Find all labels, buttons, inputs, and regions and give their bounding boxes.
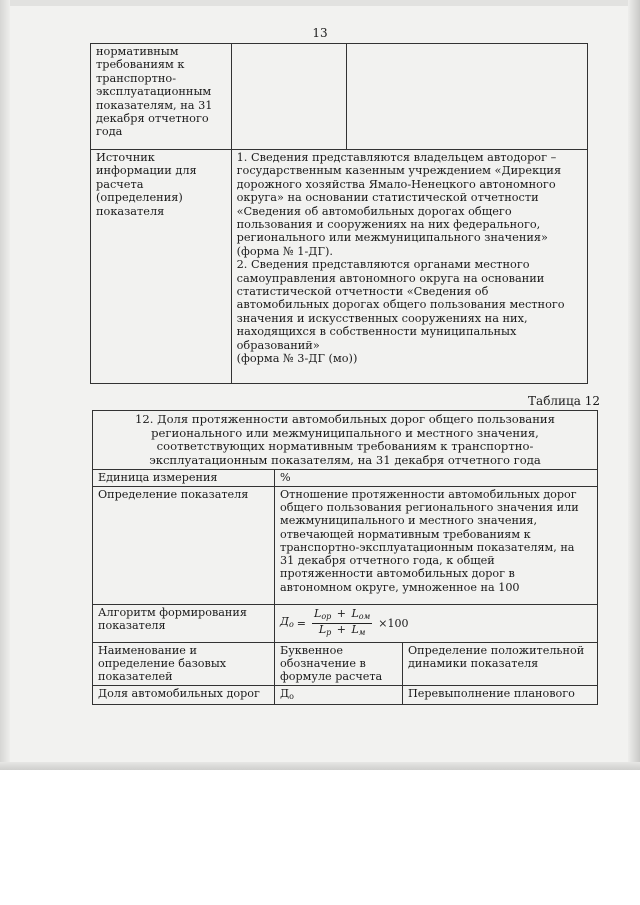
definition-label: Определение показателя <box>93 486 275 604</box>
source-description <box>231 150 587 384</box>
base-row-symbol: $Д_о$ <box>275 685 403 704</box>
table-cell <box>231 44 346 150</box>
table-cell <box>346 44 587 150</box>
table-caption: Таблица 12 <box>528 394 600 408</box>
source-item-2: 2. Сведения представляются органами местного самоуправления автономного округа на основании статистической отчетности «Сведения об автомобильных дорогах общего пользования местного значения и искусственных сооружениях на них, находящихся в собственности муниципальных образований» <box>236 258 565 352</box>
table-row <box>93 685 598 704</box>
formula <box>280 606 592 641</box>
formula-lhs: $Д_о$ <box>280 615 294 630</box>
unit-value: % <box>275 470 598 486</box>
base-header-symbol: Буквенное обозначение в формуле расчета <box>275 642 403 685</box>
table-row <box>91 44 588 150</box>
scan-edge-left <box>0 0 10 770</box>
source-label: Источник информации для расчета (определения) показателя <box>91 150 232 384</box>
formula-numerator: $L_{ор} + L_{ом}$ <box>312 608 372 624</box>
base-row-dynamics: Перевыполнение планового <box>403 685 598 704</box>
table-row <box>93 604 598 642</box>
base-header-dynamics: Определение положительной динамики показателя <box>403 642 598 685</box>
scan-edge-right <box>628 0 640 770</box>
formula-multiplier: ×100 <box>378 616 409 630</box>
source-item-3: (форма № 3-ДГ (мо)) <box>236 352 358 366</box>
source-info-table <box>90 43 588 384</box>
indicator-table <box>92 410 598 705</box>
table-row <box>93 470 598 486</box>
base-row-name: Доля автомобильных дорог <box>93 685 275 704</box>
table-row <box>93 642 598 685</box>
table-row <box>93 486 598 604</box>
unit-label: Единица измерения <box>93 470 275 486</box>
source-item-1: 1. Сведения представляются владельцем автодорог – государственным казенным учреждением «Дирекция дорожного хозяйства Ямало-Ненецкого автономного округа» на основании статистической отчетности «Сведения об автомобильных дорогах общего пользования и сооружениях на них федерального, регионального или межмуниципального значения» (форма № 1-ДГ). <box>236 151 562 258</box>
scan-edge-top <box>0 0 640 6</box>
base-header-name: Наименование и определение базовых показателей <box>93 642 275 685</box>
formula-denominator: $L_р + L_м$ <box>318 622 366 637</box>
table-row <box>91 150 588 384</box>
algorithm-label: Алгоритм формирования показателя <box>93 604 275 642</box>
page-number: 13 <box>312 26 328 40</box>
table-row <box>93 411 598 470</box>
scan-shadow-bottom <box>0 762 640 770</box>
formula-cell <box>275 604 598 642</box>
formula-eq: = <box>296 616 306 630</box>
formula-fraction <box>312 608 372 639</box>
indicator-title: 12. Доля протяженности автомобильных дорог общего пользования регионального или межмуниципального и местного значения, соответствующих нормативным требованиям к транспортно-эксплуатационным показателям, на 31 декабря отчетного года <box>93 411 598 470</box>
definition-value: Отношение протяженности автомобильных дорог общего пользования регионального значения или межмуниципального и местного значения, отвечающей нормативным требованиям к транспортно-эксплуатационным показателям, на 31 декабря отчетного года, к общей протяженности автомобильных дорог в автономном округе, умноженное на 100 <box>275 486 598 604</box>
table-cell: нормативным требованиям к транспортно-эксплуатационным показателям, на 31 декабря отчетного года <box>91 44 232 150</box>
